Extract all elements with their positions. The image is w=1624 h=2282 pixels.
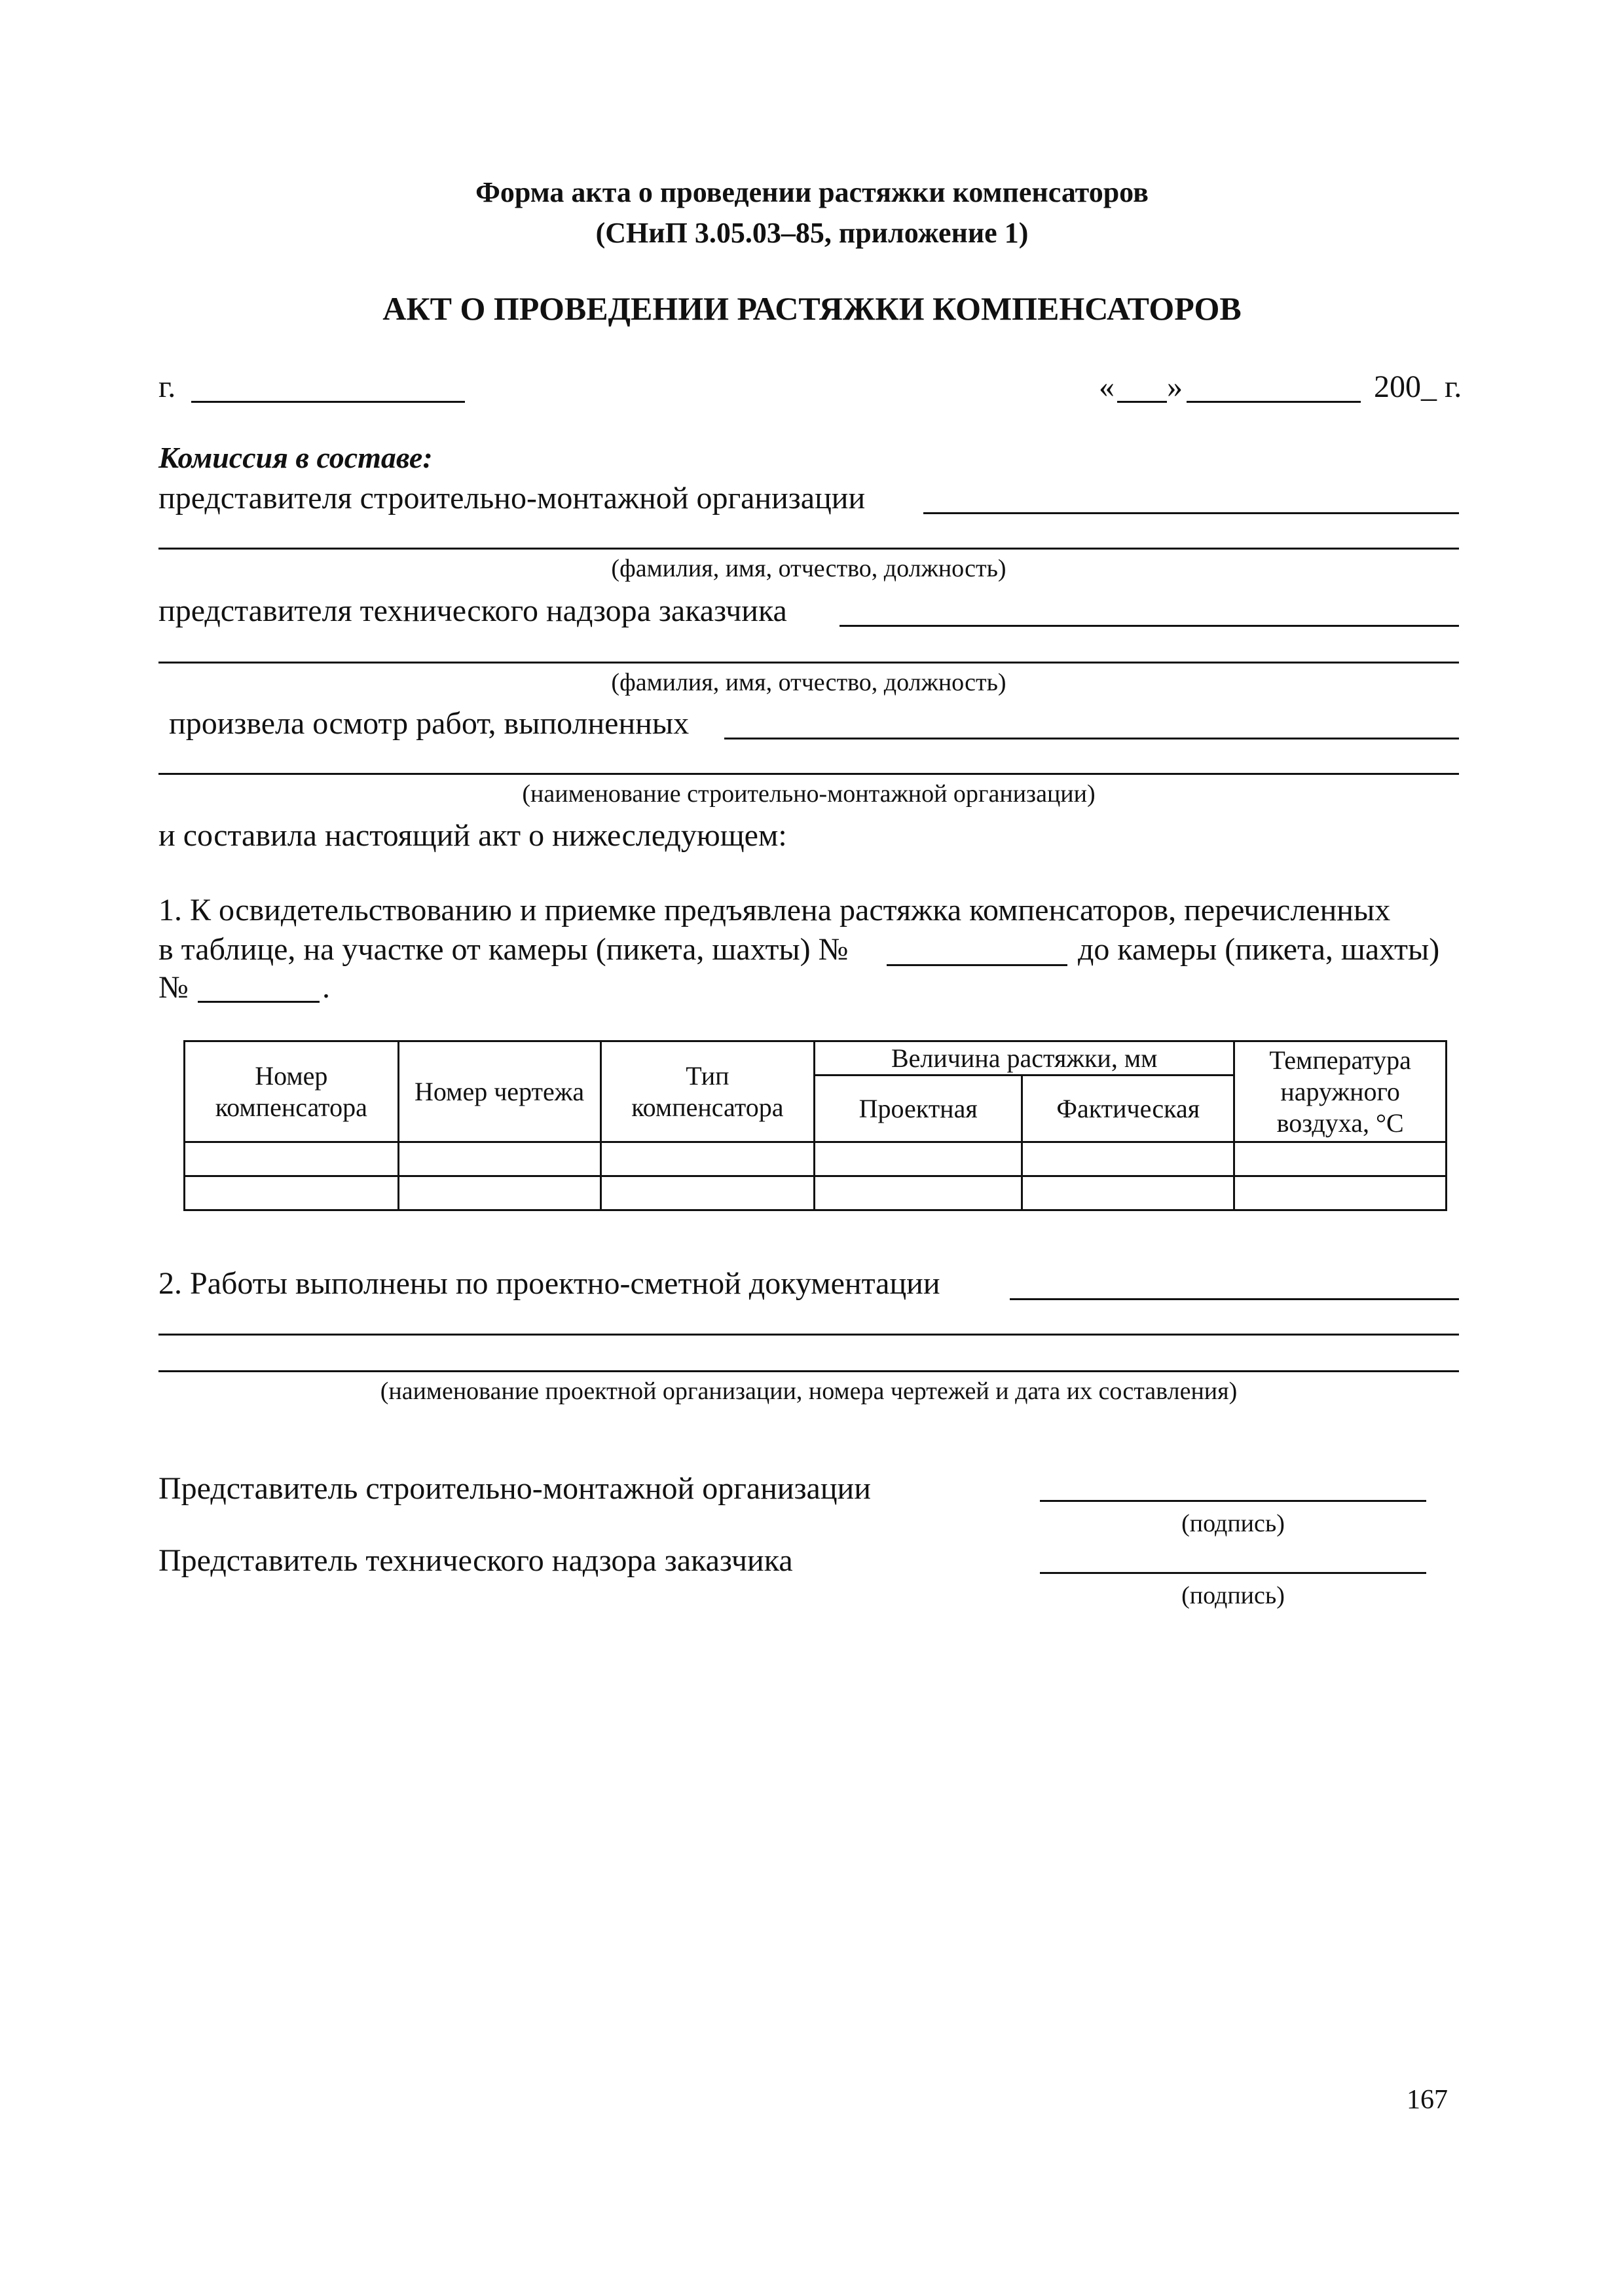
- smo-signature-field[interactable]: [1040, 1500, 1426, 1502]
- fio-caption-1: (фамилия, имя, отчество, должность): [611, 555, 1006, 582]
- compensators-table: [183, 1040, 1447, 1211]
- city-prefix: г.: [158, 369, 176, 404]
- day-field[interactable]: [1117, 401, 1167, 403]
- act-title: АКТ О ПРОВЕДЕНИИ РАСТЯЖКИ КОМПЕНСАТОРОВ: [382, 290, 1242, 327]
- design-docs-field-line2[interactable]: [158, 1334, 1459, 1336]
- contractor-field-line2[interactable]: [158, 773, 1459, 775]
- item1-line2-end: до камеры (пикета, шахты): [1078, 932, 1440, 967]
- month-field[interactable]: [1187, 401, 1361, 403]
- table-cell[interactable]: [600, 1176, 815, 1210]
- tech-rep-label: представителя технического надзора заказчика: [158, 593, 787, 628]
- table-cell[interactable]: [1234, 1176, 1447, 1210]
- table-cell[interactable]: [1022, 1176, 1234, 1210]
- tech-signature-label: Представитель технического надзора заказчика: [158, 1543, 793, 1578]
- header-compensator-type: Тип компенсатора: [600, 1041, 815, 1142]
- year-label: 200_ г.: [1374, 369, 1462, 404]
- org-caption: (наименование строительно-монтажной организации): [522, 780, 1096, 808]
- tech-rep-field-line2[interactable]: [158, 662, 1459, 664]
- inspection-label: произвела осмотр работ, выполненных: [169, 706, 690, 741]
- city-field[interactable]: [191, 401, 465, 403]
- smo-signature-label: Представитель строительно-монтажной организации: [158, 1471, 871, 1506]
- header-temperature: Температура наружного воздуха, °С: [1234, 1041, 1447, 1142]
- tech-rep-field[interactable]: [840, 625, 1459, 627]
- header-drawing-number: Номер чертежа: [398, 1041, 600, 1142]
- from-chamber-field[interactable]: [887, 964, 1067, 966]
- page-number: 167: [1407, 2085, 1448, 2115]
- item1-period: .: [322, 970, 330, 1005]
- table-cell[interactable]: [185, 1142, 399, 1176]
- table-cell[interactable]: [1234, 1142, 1447, 1176]
- form-title: Форма акта о проведении растяжки компенсаторов: [475, 176, 1149, 208]
- tech-signature-caption: (подпись): [1181, 1582, 1285, 1609]
- design-docs-field-line3[interactable]: [158, 1370, 1459, 1372]
- table-cell[interactable]: [1022, 1142, 1234, 1176]
- item1-line2-start: в таблице, на участке от камеры (пикета, шахты) №: [158, 932, 849, 967]
- smo-rep-field-line2[interactable]: [158, 548, 1459, 550]
- header-stretch-group: Величина растяжки, мм: [815, 1041, 1234, 1076]
- contractor-field[interactable]: [724, 738, 1459, 739]
- act-intro: и составила настоящий акт о нижеследующем:: [158, 818, 787, 853]
- table-cell[interactable]: [185, 1176, 399, 1210]
- to-chamber-field[interactable]: [198, 1001, 320, 1003]
- date-close-quote: »: [1167, 369, 1183, 404]
- table-cell[interactable]: [815, 1142, 1022, 1176]
- header-compensator-number: Номер компенсатора: [185, 1041, 399, 1142]
- date-open-quote: «: [1099, 369, 1115, 404]
- item1-line1: 1. К освидетельствованию и приемке предъявлена растяжка компенсаторов, перечисленных: [158, 893, 1391, 927]
- tech-signature-field[interactable]: [1040, 1572, 1426, 1574]
- smo-rep-field[interactable]: [923, 512, 1459, 514]
- smo-signature-caption: (подпись): [1181, 1510, 1285, 1537]
- table-row: [185, 1142, 1447, 1176]
- design-docs-field[interactable]: [1010, 1298, 1459, 1300]
- item1-no-sign: №: [158, 970, 189, 1005]
- commission-heading: Комиссия в составе:: [158, 441, 433, 474]
- header-design: Проектная: [815, 1076, 1022, 1142]
- header-actual: Фактическая: [1022, 1076, 1234, 1142]
- form-subtitle: (СНиП 3.05.03–85, приложение 1): [595, 217, 1029, 249]
- item2-label: 2. Работы выполнены по проектно-сметной документации: [158, 1266, 940, 1301]
- table-cell[interactable]: [398, 1142, 600, 1176]
- table-row: [185, 1176, 1447, 1210]
- table-cell[interactable]: [398, 1176, 600, 1210]
- design-docs-caption: (наименование проектной организации, номера чертежей и дата их составления): [380, 1377, 1238, 1405]
- table-cell[interactable]: [815, 1176, 1022, 1210]
- smo-rep-label: представителя строительно-монтажной организации: [158, 481, 866, 515]
- table-cell[interactable]: [600, 1142, 815, 1176]
- fio-caption-2: (фамилия, имя, отчество, должность): [611, 669, 1006, 696]
